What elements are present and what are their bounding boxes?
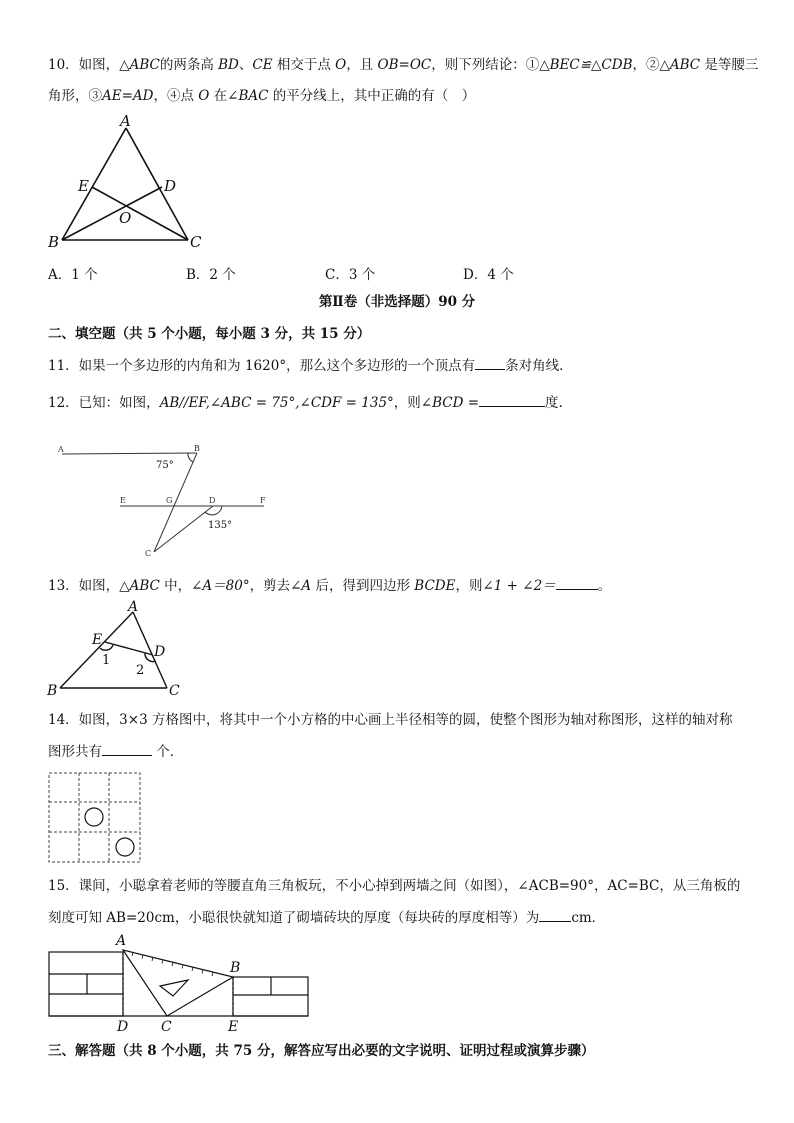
triangle-ruler <box>123 950 233 1016</box>
option-a[interactable]: A．1 个 <box>48 267 98 283</box>
q10-text: ，④点 <box>153 88 199 104</box>
q13 <box>48 577 768 595</box>
q11 <box>48 357 768 375</box>
left-wall <box>49 952 123 1016</box>
q10-point-o: O <box>335 57 347 73</box>
q10-text: 的两条高 <box>159 57 219 73</box>
label-o: O <box>119 209 132 227</box>
q10-angle: ∠BAC <box>227 88 269 104</box>
grid-border <box>49 773 140 862</box>
q10-text: 、 <box>238 57 253 73</box>
q10-triangle-figure <box>40 110 220 256</box>
q10-bd: BD <box>218 57 239 73</box>
part-3-heading: 三、解答题（共 8 个小题，共 75 分，解答应写出必要的文字说明、证明过程或演算步骤） <box>48 1043 595 1059</box>
label-e: E <box>78 177 89 195</box>
label-a: A <box>128 599 139 615</box>
q14-line1: 14．如图，3×3 方格图中，将其中一个小方格的中心画上半径相等的圆，使整个图形为轴对称图形，这样的轴对称 <box>48 712 733 728</box>
q13-text: ，则 <box>455 578 483 594</box>
cut-line-ed <box>105 642 153 655</box>
q10-text: ，且 <box>346 57 378 73</box>
q10-text: 是等腰三 <box>700 57 759 73</box>
circle-center-cell <box>85 808 103 826</box>
q13-text: 。 <box>597 578 612 594</box>
q14-answer-blank[interactable] <box>102 743 152 756</box>
label-b: B <box>194 444 200 453</box>
q12-text: = <box>463 395 480 411</box>
q12-parallel-lines-figure <box>52 440 282 560</box>
q10-conclusion-1: △BEC≌△CDB <box>539 57 633 73</box>
q10-text: 的平分线上，其中正确的有（ ） <box>268 88 476 104</box>
q12-angle: ∠BCD <box>420 395 464 411</box>
segment-cd <box>154 506 213 552</box>
label-c: C <box>145 549 152 558</box>
label-f: F <box>260 496 266 505</box>
q15-line2 <box>48 909 768 927</box>
line-ab <box>62 453 197 454</box>
angle-label-75: 75° <box>156 460 174 471</box>
q13-angle-a: ∠A <box>290 578 312 594</box>
q12-text: ，则 <box>393 395 421 411</box>
q13-angle-sum: ∠1 + ∠2＝ <box>482 578 556 594</box>
q10-text: 在 <box>209 88 228 104</box>
q10-text: 相交于点 <box>272 57 336 73</box>
angle-arc-75 <box>188 453 193 462</box>
q13-answer-blank[interactable] <box>556 577 598 590</box>
option-b[interactable]: B．2 个 <box>186 267 236 283</box>
q10-text: ，② <box>632 57 660 73</box>
label-e: E <box>228 1019 239 1035</box>
section-2-title: 第Ⅱ卷（非选择题）90 分 <box>318 294 476 310</box>
q14-grid-figure <box>48 772 142 864</box>
q15-wall-figure <box>40 930 315 1035</box>
label-a: A <box>120 112 131 130</box>
label-d: D <box>164 177 177 195</box>
q13-triangle: △ABC <box>119 578 160 594</box>
q12-text: 12．已知：如图， <box>48 395 160 411</box>
label-c: C <box>169 683 180 699</box>
q14-text: 图形共有 <box>48 744 102 760</box>
q11-text: 条对角线． <box>505 358 573 374</box>
option-c[interactable]: C．3 个 <box>325 267 376 283</box>
label-b: B <box>230 960 241 976</box>
angle-label-135: 135° <box>208 520 233 531</box>
q10-condition: OB=OC <box>377 57 432 73</box>
q11-text: 11．如果一个多边形的内角和为 1620°，那么这个多边形的一个顶点有 <box>48 358 476 374</box>
q10-line2 <box>48 87 768 105</box>
q12 <box>48 394 768 412</box>
label-a: A <box>116 933 127 949</box>
circle-bottom-right-cell <box>116 838 134 856</box>
q15-text: cm． <box>571 910 606 926</box>
q10-point-o: O <box>198 88 210 104</box>
q10-conclusion-3: AE=AD <box>102 88 154 104</box>
q12-text: 度. <box>545 395 563 411</box>
label-e: E <box>120 496 126 505</box>
ruler-hole <box>160 980 188 996</box>
q15-answer-blank[interactable] <box>539 909 571 922</box>
label-d: D <box>154 644 166 660</box>
q12-condition: AB//EF,∠ABC = 75°,∠CDF = 135° <box>159 395 394 411</box>
part-2-heading: 二、填空题（共 5 个小题，每小题 3 分，共 15 分） <box>48 326 371 342</box>
label-angle-1: 1 <box>102 653 111 668</box>
q15-line1: 15．课间，小聪拿着老师的等腰直角三角板玩，不小心掉到两墙之间（如图），∠ACB=90°，AC=BC，从三角板的 <box>48 878 741 894</box>
label-a: A <box>58 445 64 454</box>
q10-text: 角形，③ <box>48 88 102 104</box>
label-c: C <box>161 1019 172 1035</box>
q13-triangle-figure <box>44 598 194 698</box>
q13-text: 13．如图， <box>48 578 120 594</box>
q10-ce: CE <box>252 57 273 73</box>
q10-triangle: △ABC <box>119 57 160 73</box>
q10-text: 10．如图， <box>48 57 120 73</box>
q13-condition: ∠A＝80° <box>191 578 250 594</box>
q10-line1 <box>48 56 768 74</box>
label-e: E <box>92 632 103 648</box>
label-b: B <box>47 683 58 699</box>
q14-text: 个． <box>152 744 184 760</box>
q15-text: 刻度可知 AB=20cm，小聪很快就知道了砌墙砖块的厚度（每块砖的厚度相等）为 <box>48 910 540 926</box>
side-ab <box>60 612 133 688</box>
option-d[interactable]: D．4 个 <box>463 267 514 283</box>
q10-text: ，则下列结论：① <box>431 57 540 73</box>
q14-line2 <box>48 743 768 761</box>
label-d: D <box>209 496 216 505</box>
q13-quadrilateral: BCDE <box>414 578 456 594</box>
q13-text: 后，得到四边形 <box>311 578 415 594</box>
q13-text: ，剪去 <box>249 578 291 594</box>
q10-conclusion-2: △ABC <box>659 57 701 73</box>
q13-text: 中， <box>159 578 192 594</box>
q12-answer-blank[interactable] <box>479 394 545 407</box>
label-g: G <box>166 496 173 505</box>
label-d: D <box>117 1019 129 1035</box>
label-angle-2: 2 <box>136 663 145 678</box>
label-c: C <box>190 233 202 251</box>
ruler-ticks <box>132 953 213 977</box>
label-b: B <box>48 233 60 251</box>
q11-answer-blank[interactable] <box>475 357 505 370</box>
